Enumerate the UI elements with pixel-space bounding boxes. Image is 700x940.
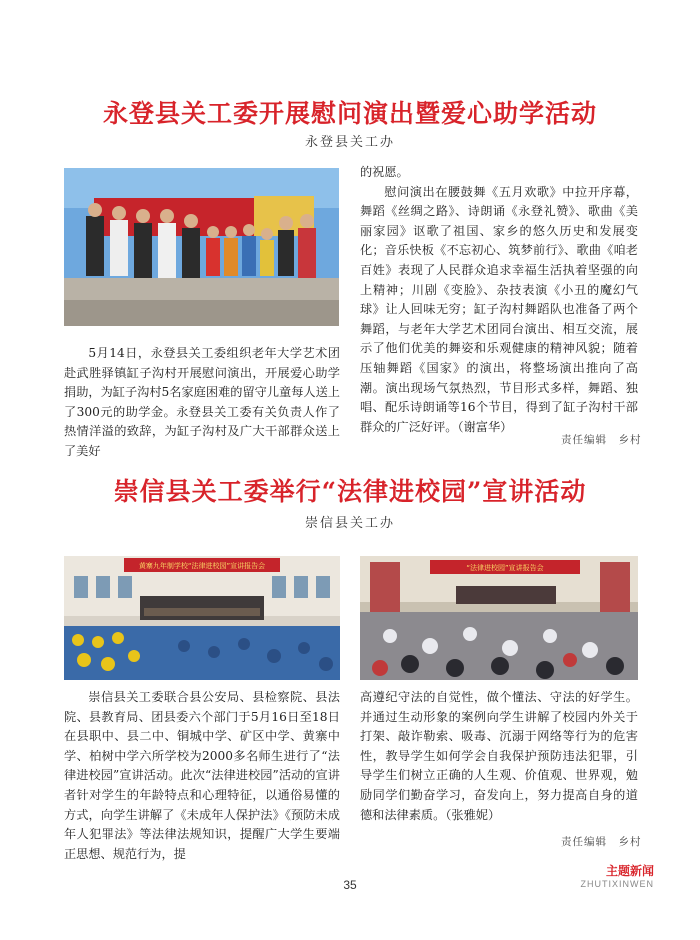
article1-right-continuation: 的祝愿。 (360, 165, 409, 179)
brand-name-cn: 主题新闻 (605, 864, 654, 878)
article2-title: 崇信县关工委举行“法律进校园”宣讲活动 (113, 477, 587, 506)
article1-right-paragraph: 慰问演出在腰鼓舞《五月欢歌》中拉开序幕，舞蹈《丝绸之路》、诗朗诵《永登礼赞》、歌曲《美丽家园》讴歌了祖国、家乡的悠久历史和发展变化；音乐快板《不忘初心、筑梦前行》、歌曲《咱老百姓》表现了人民群众追求幸福生活执着坚强的向上精神；川剧《变脸》、杂技表演《小丑的魔幻气球》让人回味无穷；缸子沟村舞蹈队也准备了两个舞蹈，与老年大学艺术团同台演出、相互交流，展示了他们优美的舞姿和乐观健康的精神风貌；随着压轴舞蹈《国家》的演出，将整场演出推向了高潮。演出现场气氛热烈，节目形式多样，舞蹈、独唱、配乐诗朗诵等16个节目，得到了缸子沟村干部群众的广泛好评。（谢富华） (360, 184, 638, 434)
article2-photo2 (360, 556, 638, 680)
article1-right-column (360, 163, 638, 437)
article2-photo1-banner: 黄寨九年制学校“法律进校园”宣讲报告会 (138, 562, 266, 570)
article2-right-column (360, 688, 638, 825)
article1-title: 永登县关工委开展慰问演出暨爱心助学活动 (102, 99, 597, 128)
article2-byline: 崇信县关工办 (304, 516, 395, 531)
article2-left-column (64, 688, 340, 864)
article2-left-paragraph: 崇信县关工委联合县公安局、县检察院、县法院、县教育局、团县委六个部门于5月16日至18日在县职中、县二中、铜城中学、矿区中学、黄寨中学、柏树中学六所学校为2000多名师生进行了“法律进校园”宣讲活动。此次“法律进校园”活动的宣讲者针对学生的年龄特点和心理特征，以通俗易懂的方式，向学生讲解了《未成年人保护法》《预防未成年人犯罪法》等法律法规知识，提醒广大学生要端正思想、规范行为，提 (64, 690, 340, 861)
article2-editor: 责任编辑 乡村 (561, 836, 642, 848)
article1-left-paragraph: 5月14日，永登县关工委组织老年大学艺术团赴武胜驿镇缸子沟村开展慰问演出，开展爱心助学捐助，为缸子沟村5名家庭困难的留守儿童每人送上了300元的助学金。永登县关工委有关负责人作了热情洋溢的致辞，为缸子沟村及广大干部群众送上了美好 (64, 346, 340, 458)
article2-photo1 (64, 556, 340, 680)
article1-left-column (64, 344, 340, 462)
article2-right-continuation: 高遵纪守法的自觉性，做个懂法、守法的好学生。并通过生动形象的案例向学生讲解了校园内外关于打架、敲诈勒索、吸毒、沉溺于网络等行为的危害性，教导学生如何学会自我保护预防违法犯罪，引导学生们树立正确的人生观、价值观、世界观，勉励同学们勤奋学习，奋发向上，努力提高自身的道德和法律素质。（张雅妮） (360, 690, 638, 822)
brand-logo (581, 862, 655, 889)
article1-editor: 责任编辑 乡村 (561, 434, 642, 446)
page-number: 35 (343, 878, 357, 892)
brand-name-en: ZHUTIXINWEN (580, 879, 654, 889)
article1-byline: 永登县关工办 (304, 135, 395, 150)
article2-photo2-banner: “法律进校园”宣讲报告会 (466, 564, 544, 572)
article1-photo (64, 168, 339, 326)
